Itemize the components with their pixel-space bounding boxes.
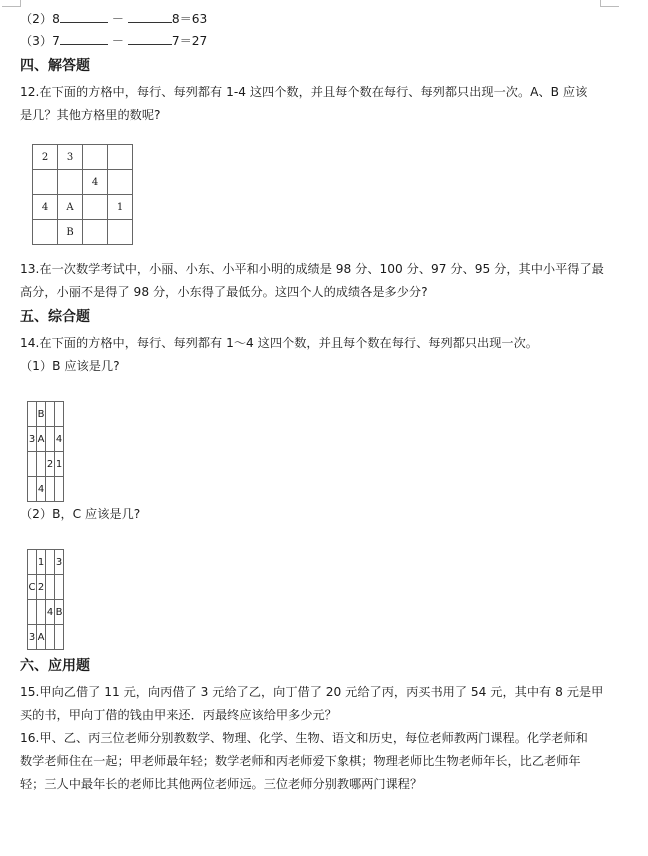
- grid-cell[interactable]: B: [58, 220, 83, 245]
- grid-row: [33, 195, 133, 220]
- grid-cell[interactable]: [33, 220, 58, 245]
- q16-text-line2: 数学老师住在一起；甲老师最年轻；数学老师和丙老师爱下象棋；物理老师比生物老师年长，比乙老师年: [20, 754, 581, 768]
- operator: －: [111, 34, 124, 48]
- crop-mark-left: [2, 0, 21, 7]
- grid-cell[interactable]: 2: [46, 452, 55, 477]
- q15-text-line1: 15.甲向乙借了 11 元，向丙借了 3 元给了乙，向丁借了 20 元给了丙，丙买书用了 54 元，其中有 8 元是甲: [20, 685, 604, 699]
- grid-row: [33, 145, 133, 170]
- answer-blank[interactable]: [60, 33, 108, 45]
- grid-row: [33, 220, 133, 245]
- grid-cell[interactable]: [108, 170, 133, 195]
- grid-cell[interactable]: 3: [55, 550, 64, 575]
- grid-cell[interactable]: [28, 550, 37, 575]
- grid-cell[interactable]: [108, 145, 133, 170]
- fill-in-label: （3）7: [20, 34, 60, 48]
- grid-cell[interactable]: [83, 220, 108, 245]
- grid-cell[interactable]: 4: [37, 477, 46, 502]
- grid-cell[interactable]: 4: [33, 195, 58, 220]
- grid-cell[interactable]: A: [37, 427, 46, 452]
- grid-cell[interactable]: 3: [28, 625, 37, 650]
- q12-text-line1: 12.在下面的方格中，每行、每列都有 1-4 这四个数，并且每个数在每行、每列都只出现一次。A、B 应该: [20, 85, 588, 99]
- q12-text-line2: 是几？其他方格里的数呢?: [20, 108, 161, 122]
- q16-text-line3: 轻；三人中最年长的老师比其他两位老师远。三位老师分别教哪两门课程？: [20, 777, 423, 791]
- grid-cell[interactable]: [55, 575, 64, 600]
- q12-grid: [32, 144, 133, 245]
- grid-row: [28, 625, 64, 650]
- grid-cell[interactable]: [33, 170, 58, 195]
- grid-row: [33, 170, 133, 195]
- grid-cell[interactable]: [55, 477, 64, 502]
- grid-cell[interactable]: [46, 550, 55, 575]
- operator: －: [111, 12, 124, 26]
- grid-cell[interactable]: 2: [33, 145, 58, 170]
- grid-cell[interactable]: [58, 170, 83, 195]
- answer-blank[interactable]: [128, 33, 172, 45]
- grid-cell[interactable]: [46, 402, 55, 427]
- grid-row: [28, 477, 64, 502]
- grid-cell[interactable]: [28, 452, 37, 477]
- q15-text-line2: 买的书，甲向丁借的钱由甲来还．丙最终应该给甲多少元？: [20, 708, 337, 722]
- grid-cell[interactable]: 3: [28, 427, 37, 452]
- grid-cell[interactable]: B: [55, 600, 64, 625]
- grid-cell[interactable]: [37, 600, 46, 625]
- grid-cell[interactable]: [37, 452, 46, 477]
- q14-grid-1: [27, 401, 64, 502]
- fill-in-label: （2）8: [20, 12, 60, 26]
- grid-cell[interactable]: [46, 625, 55, 650]
- grid-cell[interactable]: B: [37, 402, 46, 427]
- grid-cell[interactable]: 4: [83, 170, 108, 195]
- grid-row: [28, 575, 64, 600]
- grid-row: [28, 600, 64, 625]
- crop-mark-right: [600, 0, 619, 7]
- grid-cell[interactable]: [28, 600, 37, 625]
- grid-cell[interactable]: [28, 477, 37, 502]
- q14-part2: （2）B，C 应该是几?: [20, 507, 141, 521]
- grid-cell[interactable]: 2: [37, 575, 46, 600]
- grid-cell[interactable]: [28, 402, 37, 427]
- fill-in-tail: 8＝63: [171, 12, 208, 26]
- grid-cell[interactable]: [55, 402, 64, 427]
- section-heading-5: 五、综合题: [20, 309, 90, 325]
- grid-cell[interactable]: 1: [108, 195, 133, 220]
- grid-cell[interactable]: A: [58, 195, 83, 220]
- grid-cell[interactable]: [46, 575, 55, 600]
- grid-cell[interactable]: [83, 145, 108, 170]
- grid-cell[interactable]: [55, 625, 64, 650]
- grid-row: [28, 550, 64, 575]
- grid-cell[interactable]: A: [37, 625, 46, 650]
- q13-text-line2: 高分，小丽不是得了 98 分，小东得了最低分。这四个人的成绩各是多少分?: [20, 285, 428, 299]
- grid-cell[interactable]: 1: [37, 550, 46, 575]
- grid-cell[interactable]: [46, 477, 55, 502]
- fill-in-line-3: [20, 33, 207, 49]
- grid-cell[interactable]: 4: [55, 427, 64, 452]
- q14-part1: （1）B 应该是几?: [20, 359, 120, 373]
- grid-cell[interactable]: [46, 427, 55, 452]
- grid-cell[interactable]: 3: [58, 145, 83, 170]
- grid-row: [28, 427, 64, 452]
- q14-grid-2: [27, 549, 64, 650]
- fill-in-tail: 7＝27: [171, 34, 208, 48]
- grid-cell[interactable]: [83, 195, 108, 220]
- section-heading-6: 六、应用题: [20, 658, 90, 674]
- grid-cell[interactable]: [108, 220, 133, 245]
- grid-cell[interactable]: C: [28, 575, 37, 600]
- q16-text-line1: 16.甲、乙、丙三位老师分别教数学、物理、化学、生物、语文和历史，每位老师教两门课程。化学老师和: [20, 731, 588, 745]
- answer-blank[interactable]: [60, 11, 108, 23]
- fill-in-line-2: [20, 11, 207, 27]
- q14-text-line1: 14.在下面的方格中，每行、每列都有 1～4 这四个数，并且每个数在每行、每列都只出现一次。: [20, 336, 538, 350]
- answer-blank[interactable]: [128, 11, 172, 23]
- grid-row: [28, 402, 64, 427]
- grid-row: [28, 452, 64, 477]
- section-heading-4: 四、解答题: [20, 58, 90, 74]
- q13-text-line1: 13.在一次数学考试中，小丽、小东、小平和小明的成绩是 98 分、100 分、97 分、95 分，其中小平得了最: [20, 262, 604, 276]
- grid-cell[interactable]: 4: [46, 600, 55, 625]
- grid-cell[interactable]: 1: [55, 452, 64, 477]
